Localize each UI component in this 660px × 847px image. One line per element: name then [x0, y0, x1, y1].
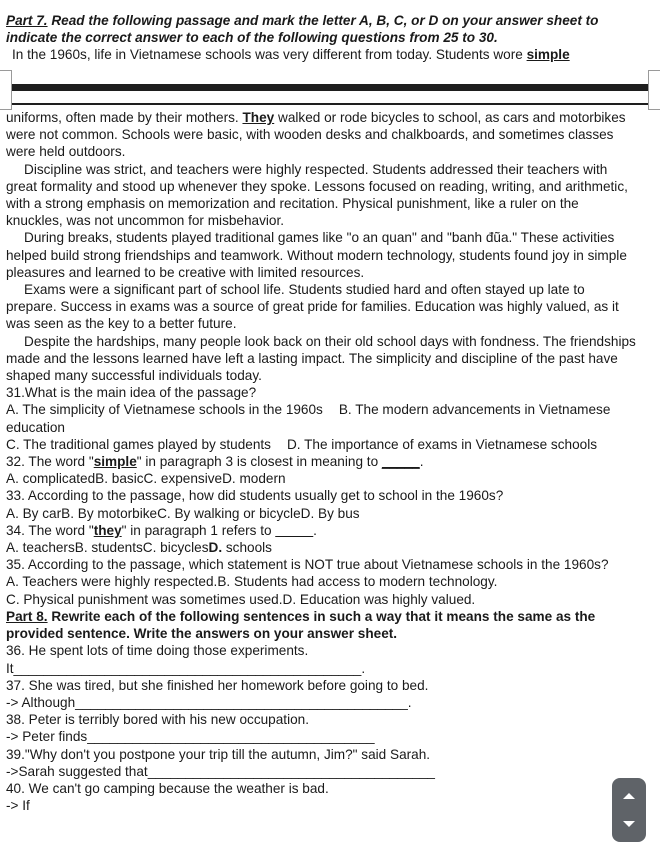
q32-word: simple: [93, 454, 137, 470]
q32-blank: _____: [381, 454, 420, 470]
page-edge-left: [0, 70, 12, 110]
part8-heading: Part 8.: [6, 608, 48, 624]
chevron-up-icon: [623, 793, 635, 799]
q34-word: they: [93, 522, 122, 538]
part8-instruction: Part 8. Rewrite each of the following sentences in such a way that it means the same as the provided sentence. Write the answers on your answer sheet.: [6, 608, 596, 642]
q37-stem: 37. She was tired, but she finished her homework before going to bed.: [6, 677, 429, 693]
q40-answer: -> If: [6, 798, 30, 814]
word-simple-p1: simple: [526, 47, 570, 63]
chevron-down-icon: [623, 821, 635, 827]
q31-option-a: A. The simplicity of Vietnamese schools in the 1960s: [6, 402, 323, 418]
q35-ab: A. Teachers were highly respected.B. Students had access to modern technology.: [6, 574, 498, 590]
q31-cd: [6, 436, 638, 453]
q34-stem: 34. The word "they" in paragraph 1 refers to _____.: [6, 522, 317, 538]
q37-answer: -> Although____________________________________________.: [6, 694, 412, 710]
q36-stem: 36. He spent lots of time doing those experiments.: [6, 643, 309, 659]
q31-option-b: B. The modern advancements in Vietnamese education: [6, 402, 611, 435]
q38-answer: -> Peter finds______________________________________: [6, 729, 375, 745]
passage-p4: Exams were a significant part of school life. Students studied hard and often stayed up late to prepare. Success in exams was a source of great pride for families. Education was highly valued, as it was seen as the key to a better future.: [6, 282, 619, 332]
q33-stem: 33. According to the passage, how did students usually get to school in the 1960s?: [6, 488, 504, 504]
page-edge-right: [648, 70, 660, 110]
q32-options: A. complicatedB. basicC. expensiveD. modern: [6, 471, 286, 487]
q36-answer: It______________________________________________.: [6, 660, 366, 676]
q39-answer: ->Sarah suggested that______________________________________: [6, 763, 435, 779]
q31-option-c: C. The traditional games played by students: [6, 436, 271, 452]
q34-options: A. teachersB. studentsC. bicyclesD. schools: [6, 540, 272, 556]
scroll-control: [612, 778, 646, 842]
passage-p5: Despite the hardships, many people look back on their old school days with fondness. The friendships made and the lessons learned have left a lasting impact. The simplicity and discipline of the past have shaped many successful individuals today.: [6, 333, 636, 384]
q32-stem: 32. The word "simple" in paragraph 3 is closest in meaning to _____.: [6, 454, 424, 470]
page-break-bar: [0, 84, 660, 91]
page-break-line: [0, 103, 660, 105]
passage-p3: During breaks, students played traditional games like "o an quan" and "banh đũa." These activities helped build strong friendships and teamwork. Without modern technology, students found joy in simple pleasures and learned to be creative with limited resources.: [6, 230, 627, 280]
q35-cd: C. Physical punishment was sometimes used.D. Education was highly valued.: [6, 591, 476, 607]
q40-stem: 40. We can't go camping because the weather is bad.: [6, 780, 329, 796]
q39-stem: 39."Why don't you postpone your trip till the autumn, Jim?" said Sarah.: [6, 746, 431, 762]
passage-p1-cont: uniforms, often made by their mothers. They walked or rode bicycles to school, as cars and motorbikes were not common. Schools were basic, with wooden desks and chalkboards, and sometimes classes were held outdoors.: [6, 110, 626, 160]
part7-heading: Part 7.: [6, 13, 48, 28]
q35-stem: 35. According to the passage, which statement is NOT true about Vietnamese schools in the 1960s?: [6, 557, 609, 573]
passage-p1-start: In the 1960s, life in Vietnamese schools was very different from today. Students wore simple: [12, 47, 570, 63]
q31-ab: [6, 401, 638, 435]
q31-stem: 31.What is the main idea of the passage?: [6, 385, 257, 401]
scroll-down-button[interactable]: [612, 808, 646, 840]
passage-body: [6, 109, 638, 814]
q34-option-d-label: D.: [208, 540, 223, 556]
part7-instruction-text: Read the following passage and mark the letter A, B, C, or D on your answer sheet to indicate the correct answer to each of the following questions from 25 to 30.: [6, 13, 599, 46]
word-they-p1: They: [242, 110, 275, 125]
q38-stem: 38. Peter is terribly bored with his new occupation.: [6, 712, 309, 728]
q33-options: A. By carB. By motorbikeC. By walking or bicycleD. By bus: [6, 505, 360, 521]
part7-instruction: [6, 12, 638, 64]
q34-blank: _____: [275, 522, 314, 538]
q31-option-d: D. The importance of exams in Vietnamese schools: [286, 436, 598, 452]
passage-p2: Discipline was strict, and teachers were highly respected. Students addressed their teachers with great formality and stood up whenever they spoke. Lessons focused on reading, writing, and arithmetic, with a strong emphasis on memorization and recitation. Physical punishment, like a ruler on the knuckles, was not uncommon for misbehavior.: [6, 161, 628, 229]
